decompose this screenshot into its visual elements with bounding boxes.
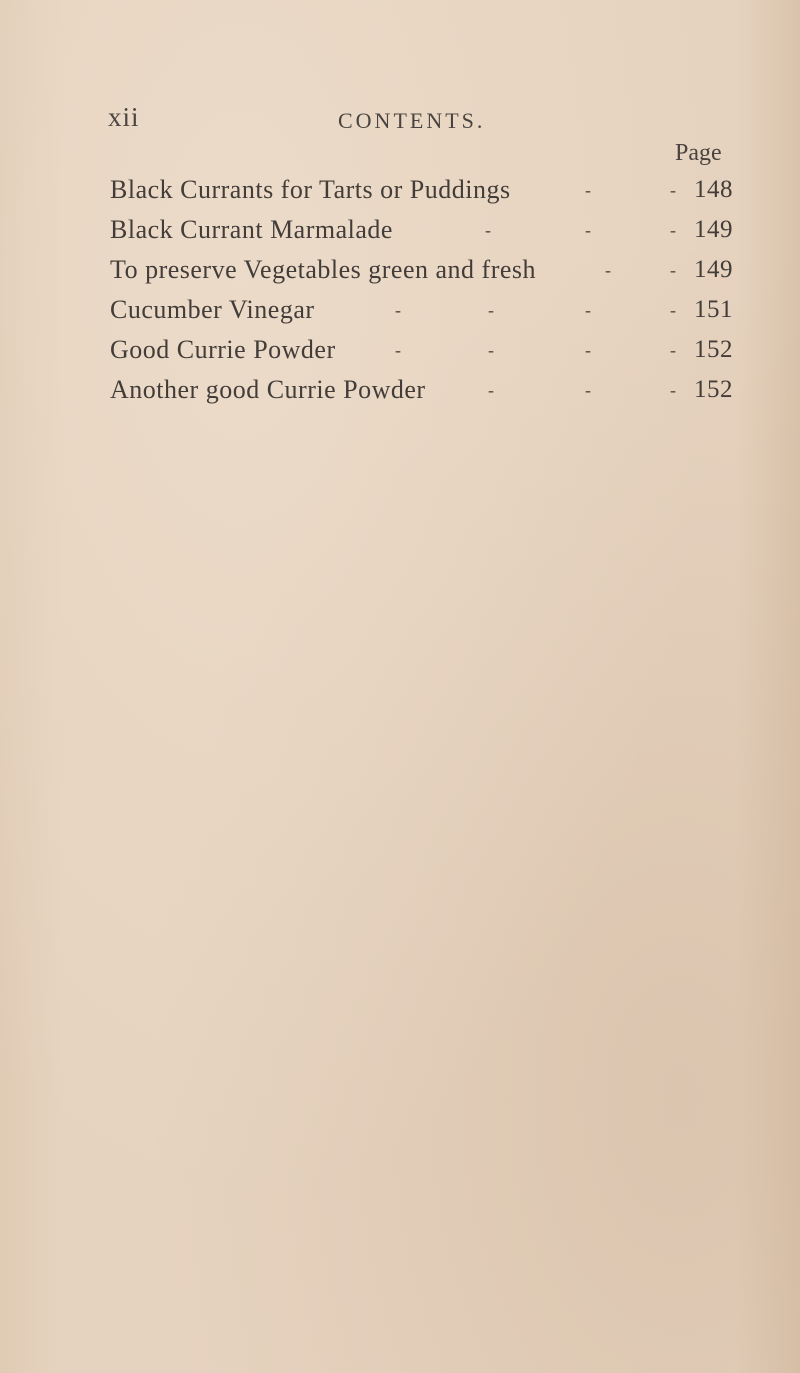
entry-page-number: 149 bbox=[694, 216, 733, 243]
entry-title: Cucumber Vinegar bbox=[110, 295, 315, 324]
entry-page-number: 151 bbox=[694, 296, 733, 323]
entry-leader: - bbox=[488, 380, 495, 400]
contents-list bbox=[110, 170, 750, 410]
page-column-label: Page bbox=[675, 140, 722, 166]
contents-entry bbox=[110, 370, 750, 410]
entry-leader: - bbox=[488, 300, 495, 320]
page-title: CONTENTS. bbox=[338, 108, 486, 133]
entry-leader-final: - bbox=[670, 260, 677, 280]
contents-entry bbox=[110, 210, 750, 250]
entry-page-number: 148 bbox=[694, 176, 733, 203]
entry-leader-final: - bbox=[670, 180, 677, 200]
entry-leader-final: - bbox=[670, 220, 677, 240]
entry-leader: - bbox=[585, 220, 592, 240]
entry-leader: - bbox=[395, 340, 402, 360]
entry-leader: - bbox=[585, 380, 592, 400]
contents-entry bbox=[110, 330, 750, 370]
entry-leader: - bbox=[605, 260, 612, 280]
entry-leader: - bbox=[585, 340, 592, 360]
entry-page-number: 152 bbox=[694, 376, 733, 403]
entry-leader-final: - bbox=[670, 300, 677, 320]
entry-leader: - bbox=[395, 300, 402, 320]
contents-entry bbox=[110, 250, 750, 290]
entry-title: Another good Currie Powder bbox=[110, 375, 426, 404]
entry-leader: - bbox=[585, 180, 592, 200]
entry-leader: - bbox=[488, 340, 495, 360]
entry-page-number: 152 bbox=[694, 336, 733, 363]
entry-title: Black Currant Marmalade bbox=[110, 215, 393, 244]
contents-entry bbox=[110, 170, 750, 210]
entry-title: To preserve Vegetables green and fresh bbox=[110, 255, 537, 284]
entry-leader: - bbox=[585, 300, 592, 320]
running-head bbox=[108, 102, 758, 132]
entry-leader-final: - bbox=[670, 340, 677, 360]
entry-page-number: 149 bbox=[694, 256, 733, 283]
entry-title: Black Currants for Tarts or Puddings bbox=[110, 175, 511, 204]
entry-leader-final: - bbox=[670, 380, 677, 400]
page-folio: xii bbox=[108, 102, 140, 132]
contents-entry bbox=[110, 290, 750, 330]
entry-title: Good Currie Powder bbox=[110, 335, 336, 364]
entry-leader: - bbox=[485, 220, 492, 240]
